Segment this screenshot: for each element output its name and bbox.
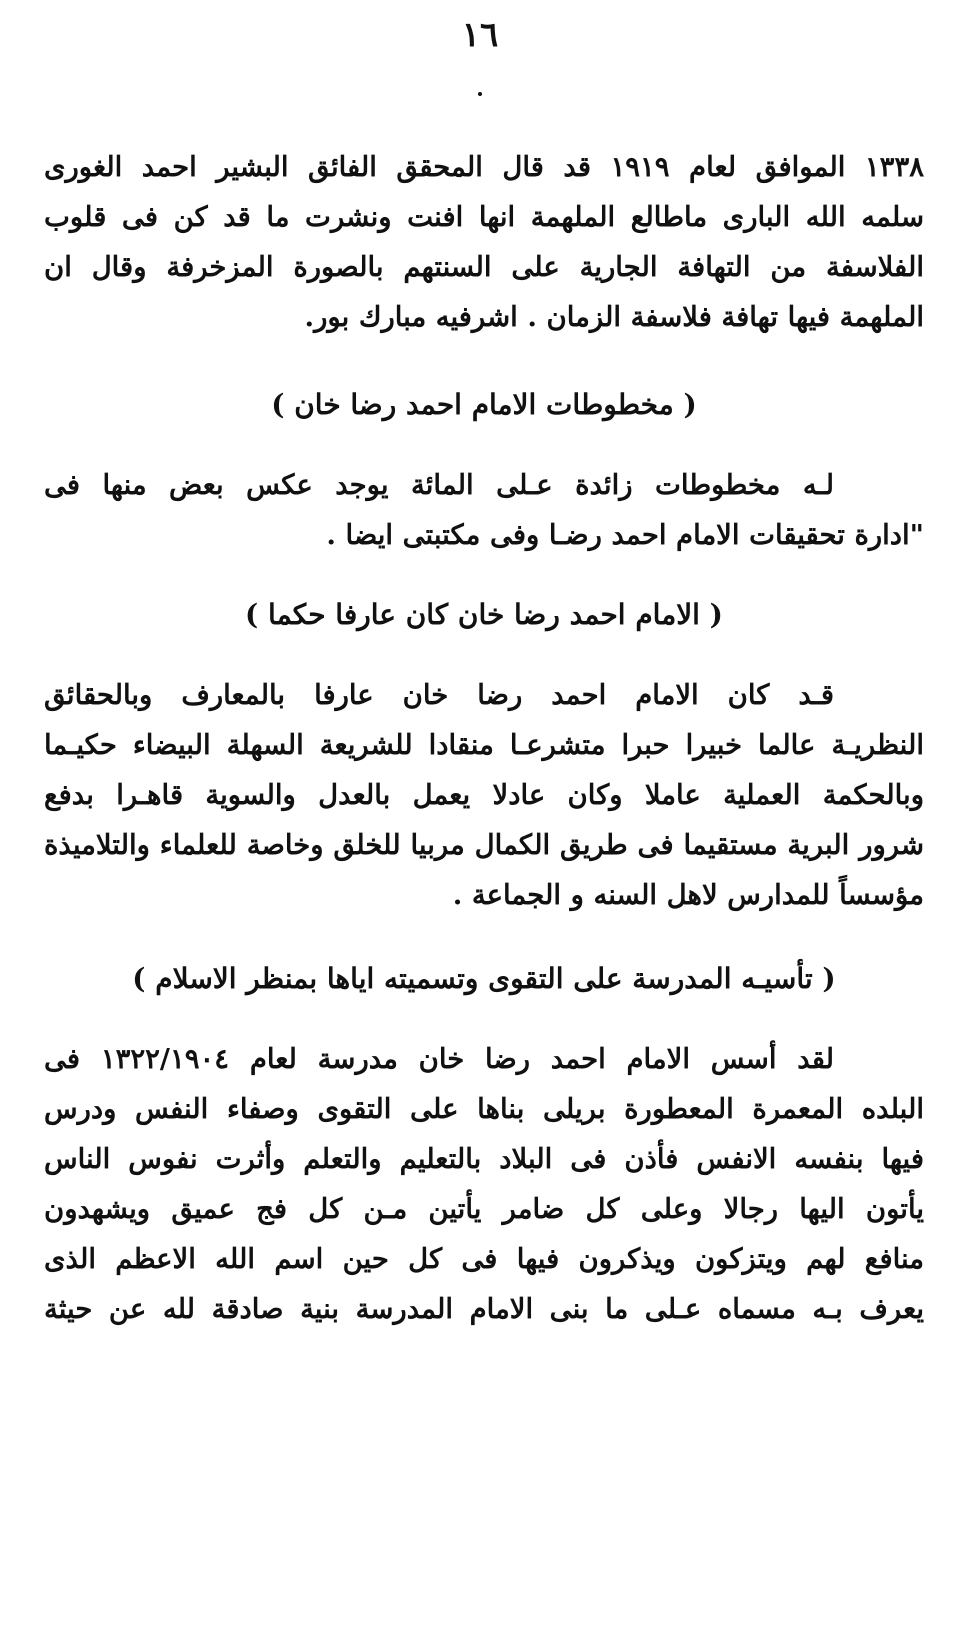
text-line: قـد كان الامام احمد رضا خان عارفا بالمعارف وبالحقائق xyxy=(44,679,834,711)
text-line: الفلاسفة من التهافة الجارية على السنتهم بالصورة المزخرفة وقال ان xyxy=(44,251,924,283)
section-heading-imam-wise: ( الامام احمد رضا خان كان عارفا حكما ) xyxy=(245,598,723,631)
text-line: لقد أسس الامام احمد رضا خان مدرسة لعام ١٣٢٢/١٩٠٤ فى xyxy=(44,1043,834,1075)
page-number: ١٦ xyxy=(461,15,499,55)
paragraph-imam-wise xyxy=(44,670,924,920)
text-line: ١٣٣٨ الموافق لعام ١٩١٩ قد قال المحقق الفائق البشير احمد الغورى xyxy=(44,151,924,183)
text-line: شرور البرية مستقيما فى طريق الكمال مربيا للخلق وخاصة للعلماء والتلاميذة xyxy=(44,829,924,861)
text-line: يعرف بـه مسماه عـلى ما بنى الامام المدرسة بنية صادقة لله عن حيثة xyxy=(44,1293,924,1325)
paragraph-intro xyxy=(44,142,924,342)
text-line: الملهمة فيها تهافة فلاسفة الزمان . اشرفيه مبارك بور. xyxy=(304,301,924,333)
text-line: سلمه الله البارى ماطالع الملهمة انها افنت ونشرت ما قد كن فى قلوب xyxy=(44,201,924,233)
paragraph-manuscripts xyxy=(44,460,924,560)
paragraph-school xyxy=(44,1034,924,1334)
text-line: فيها بنفسه الانفس فأذن فى البلاد بالتعليم والتعلم وأثرت نفوس الناس xyxy=(44,1143,924,1175)
text-line: "ادارة تحقيقات الامام احمد رضـا وفى مكتبتى ايضا . xyxy=(326,519,924,551)
text-line: النظريـة عالما خبيرا حبرا متشرعـا منقادا للشريعة السهلة البيضاء حكيـما xyxy=(44,729,924,761)
text-line: لـه مخطوطات زائدة عـلى المائة يوجد عكس بعض منها فى xyxy=(44,469,834,501)
text-line: البلده المعمرة المعطورة بريلى بناها على التقوى وصفاء النفس ودرس xyxy=(44,1093,924,1125)
section-heading-school: ( تأسيـه المدرسة على التقوى وتسميته اياها بمنظر الاسلام ) xyxy=(132,962,836,995)
text-line: يأتون اليها رجالا وعلى كل ضامر يأتين مـن كل فج عميق ويشهدون xyxy=(44,1193,924,1225)
section-heading-manuscripts: ( مخطوطات الامام احمد رضا خان ) xyxy=(271,388,697,421)
page-body xyxy=(44,142,924,1334)
text-line: منافع لهم ويتزكون ويذكرون فيها فى كل حين اسم الله الاعظم الذى xyxy=(44,1243,924,1275)
ink-dot xyxy=(478,92,482,96)
text-line: وبالحكمة العملية عاملا وكان عادلا يعمل بالعدل والسوية قاهـرا بدفع xyxy=(44,779,924,811)
text-line: مؤسساً للمدارس لاهل السنه و الجماعة . xyxy=(452,879,924,911)
